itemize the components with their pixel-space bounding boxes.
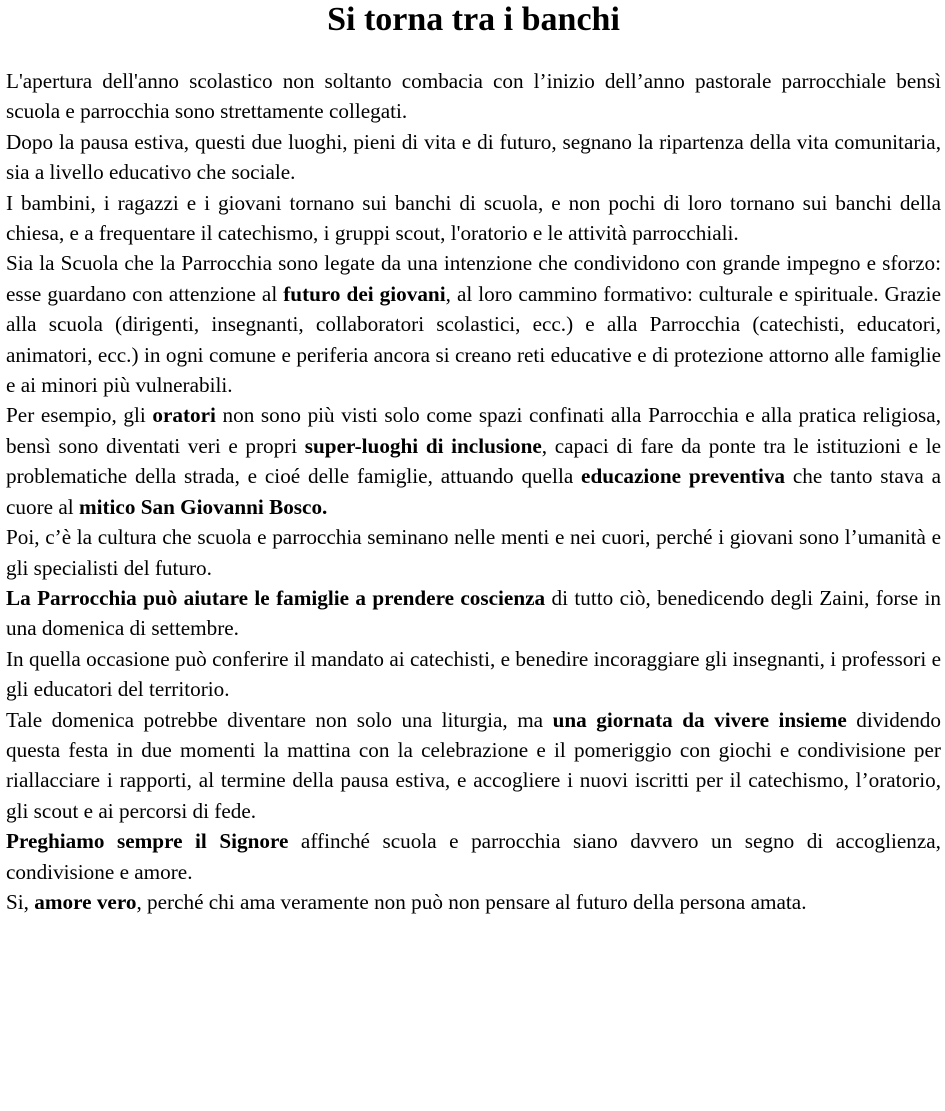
- text-run: Dopo la pausa estiva, questi due luoghi, pieni di vita e di futuro, segnano la ripartenza della vita comunitaria, sia a livello educativo che sociale.: [6, 129, 941, 185]
- text-run: affinché scuola e parrocchia siano davvero un segno di accoglienza, condivisione e amore.: [6, 829, 941, 884]
- bold-text: una giornata da vivere insieme: [552, 707, 847, 732]
- paragraph: [6, 248, 941, 400]
- text-run: Sia la Scuola che la Parrocchia sono legate da una intenzione che condividono con grande impegno e sforzo: esse guardano con attenzione al: [6, 251, 941, 306]
- paragraph: [6, 66, 941, 127]
- paragraph: [6, 188, 941, 249]
- paragraph: [6, 644, 941, 705]
- text-run: dividendo questa festa in due momenti la mattina con la celebrazione e il pomeriggio con giochi e condivisione per riallacciare i rapporti, al termine della pausa estiva, e accogliere i nuovi iscritti per il catechismo, l’oratorio, gli scout e ai percorsi di fede.: [6, 707, 941, 823]
- text-run: di tutto ciò, benedicendo degli Zaini, forse in una domenica di settembre.: [6, 585, 941, 641]
- paragraph: [6, 705, 941, 827]
- bold-text: La Parrocchia può aiutare le famiglie a prendere coscienza: [6, 585, 546, 610]
- bold-text: super-luoghi di inclusione: [304, 433, 542, 458]
- paragraph: [6, 522, 941, 583]
- text-run: che tanto stava a cuore al: [6, 464, 941, 519]
- text-run: , al loro cammino formativo: culturale e spirituale. Grazie alla scuola (dirigenti, insegnanti, collaboratori scolastici, ecc.) e alla Parrocchia (catechisti, educatori, animatori, ecc.) in ogni comune e periferia ancora si creano reti educative e di protezione attorno alle famiglie e ai minori più vulnerabili.: [6, 281, 941, 398]
- bold-text: Preghiamo sempre il Signore: [6, 829, 289, 854]
- text-run: I bambini, i ragazzi e i giovani tornano sui banchi di scuola, e non pochi di loro tornano sui banchi della chiesa, e a frequentare il catechismo, i gruppi scout, l'oratorio e le attività parrocchiali.: [6, 190, 941, 246]
- paragraph: [6, 826, 941, 887]
- paragraph: [6, 400, 941, 522]
- paragraph: [6, 887, 941, 917]
- paragraph: [6, 127, 941, 188]
- text-run: , capaci di fare da ponte tra le istituzioni e le problematiche della strada, e cioé delle famiglie, attuando quella: [6, 433, 941, 489]
- text-run: Poi, c’è la cultura che scuola e parrocchia seminano nelle menti e nei cuori, perché i giovani sono l’umanità e gli specialisti del futuro.: [6, 525, 941, 580]
- text-run: , perché chi ama veramente non può non pensare al futuro della persona amata.: [136, 889, 807, 914]
- bold-text: educazione preventiva: [581, 464, 786, 489]
- text-run: In quella occasione può conferire il mandato ai catechisti, e benedire incoraggiare gli insegnanti, i professori e gli educatori del territorio.: [6, 646, 941, 702]
- bold-text: oratori: [152, 403, 216, 428]
- bold-text: mitico San Giovanni Bosco.: [78, 494, 328, 519]
- text-run: L'apertura dell'anno scolastico non soltanto combacia con l’inizio dell’anno pastorale parrocchiale bensì scuola e parrocchia sono strettamente collegati.: [6, 69, 941, 124]
- bold-text: amore vero: [34, 889, 137, 914]
- article-body: [6, 66, 941, 917]
- paragraph: [6, 583, 941, 644]
- page-title: Si torna tra i banchi: [327, 1, 620, 38]
- text-run: Tale domenica potrebbe diventare non solo una liturgia, ma: [6, 707, 553, 732]
- text-run: Per esempio, gli: [6, 403, 153, 428]
- text-run: non sono più visti solo come spazi confinati alla Parrocchia e alla pratica religiosa, bensì sono diventati veri e propri: [6, 403, 942, 458]
- bold-text: futuro dei giovani: [283, 281, 446, 306]
- text-run: Si,: [6, 889, 35, 914]
